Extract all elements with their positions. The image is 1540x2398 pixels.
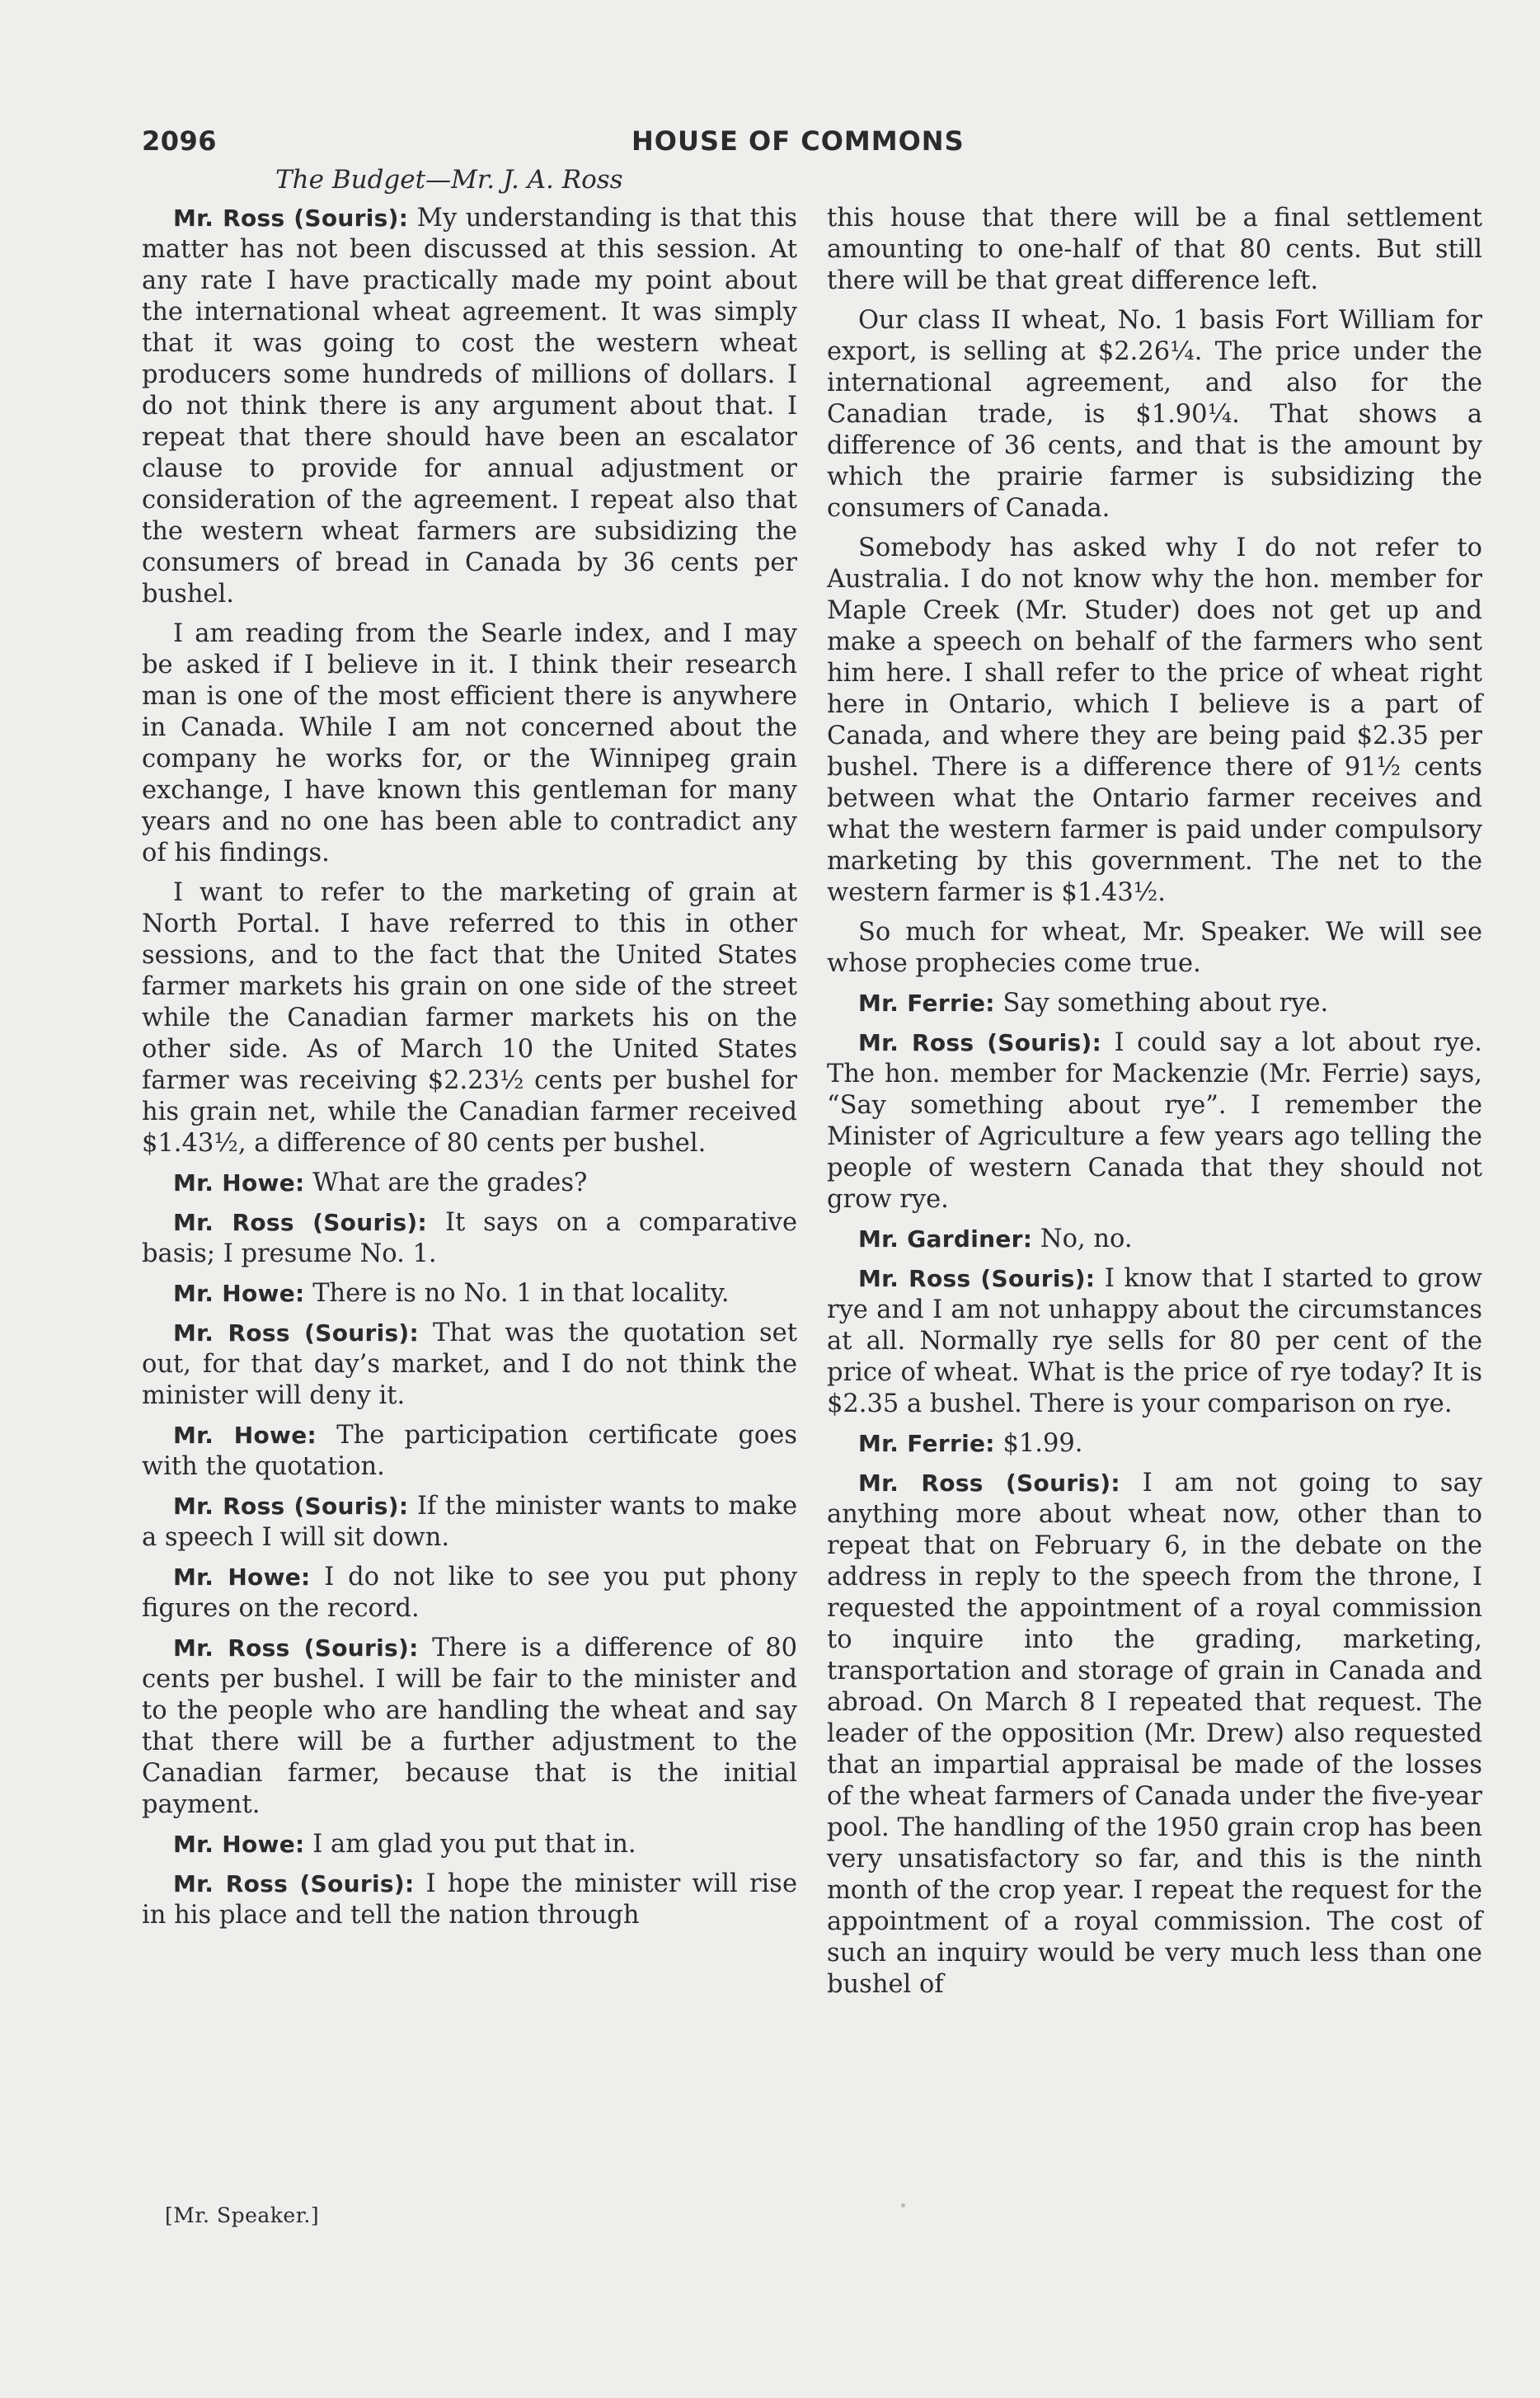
right-column [827,203,1482,2009]
speaker-name: Mr. Ross (Souris): [858,1469,1120,1497]
paragraph [142,203,797,610]
speaker-name: Mr. Ross (Souris): [173,1634,419,1662]
left-column [142,203,797,1940]
paragraph-text: $1.99. [994,1429,1083,1458]
paragraph [142,1278,797,1309]
paragraph [142,1562,797,1625]
paragraph-text: My understanding is that this matter has not been discussed at this session. At any rate I have practically made my point about the international wheat agreement. It was simply that it was going to cost the western wheat producers some hundreds of millions of dollars. I do not think there is any argument about that. I repeat that there should have been an escalator clause to provide for annual adjustment or consideration of the agreement. I repeat also that the western wheat farmers are subsidizing the consumers of bread in Canada by 36 cents per bushel. [142,204,797,609]
paragraph-text: I know that I started to grow rye and I am not unhappy about the circumstances at all. Normally rye sells for 80 per cent of the price of wheat. What is the price of rye today? It is $2.35 a bushel. There is your comparison on rye. [827,1264,1483,1418]
paragraph [827,988,1482,1019]
paragraph-text: What are the grades? [304,1168,588,1197]
paragraph-text: I am reading from the Searle index, and I may be asked if I believe in it. I think their research man is one of the most efficient there is anywhere in Canada. While I am not concerned about the company he works for, or the Winnipeg grain exchange, I have known this gentleman for many years and no one has been able to contradict any of his findings. [142,619,797,868]
speaker-name: Mr. Howe: [173,1169,305,1197]
paragraph [827,917,1482,980]
paragraph-text: There is no No. 1 in that locality. [304,1279,730,1308]
paragraph [142,1491,797,1554]
paragraph [827,533,1482,909]
paragraph-text: I hope the minister will rise in his place and tell the nation through [142,1869,797,1930]
paragraph-text: The participation certificate goes with the quotation. [142,1421,797,1481]
paragraph [827,1428,1482,1460]
paragraph-text: If the minister wants to make a speech I will sit down. [142,1492,798,1552]
paragraph-text: That was the quotation set out, for that day’s market, and I do not think the minister will deny it. [142,1319,797,1410]
speaker-name: Mr. Howe: [173,1831,305,1858]
paragraph [827,1468,1482,2001]
paragraph [142,1829,797,1860]
paragraph-text: There is a difference of 80 cents per bushel. I will be fair to the minister and to the people who are handling the wheat and say that there will be a further adjustment to the Canadian farmer, because that is the initial payment. [142,1634,798,1819]
paragraph-text: It says on a comparative basis; I presume No. 1. [142,1208,797,1268]
paragraph [827,1027,1482,1215]
paragraph [827,203,1482,297]
speaker-name: Mr. Ross (Souris): [173,1319,420,1347]
paragraph [142,618,797,869]
paragraph-text: this house that there will be a final settlement amounting to one-half of that 80 cents. But still there will be that great difference left. [827,204,1482,295]
running-header: HOUSE OF COMMONS [631,125,965,157]
paragraph [142,1420,797,1483]
speaker-name: Mr. Gardiner: [858,1225,1033,1253]
speaker-footnote: [Mr. Speaker.] [165,2203,320,2227]
speaker-name: Mr. Ferrie: [858,990,995,1017]
speaker-name: Mr. Ross (Souris): [173,1870,415,1897]
paragraph [142,1318,797,1412]
paragraph [827,1263,1482,1420]
paragraph-text: Say something about rye. [994,989,1329,1018]
paragraph [142,1207,797,1270]
page-number: 2096 [142,125,218,157]
paragraph-text: Somebody has asked why I do not refer to Australia. I do not know why the hon. member for Maple Creek (Mr. Studer) does not get up and make a speech on behalf of the farmers who sent him here. I shall refer to the price of wheat right here in Ontario, which I believe is a part of Canada, and where they are being paid $2.35 per bushel. There is a difference there of 91½ cents between what the Ontario farmer receives and what the western farmer is paid under compulsory marketing by this government. The net to the western farmer is $1.43½. [827,534,1482,907]
paragraph-text: I want to refer to the marketing of grain at North Portal. I have referred to this in other sessions, and to the fact that the United States farmer markets his grain on one side of the street while the Canadian farmer markets his on the other side. As of March 10 the United States farmer was receiving $2.23½ cents per bushel for his grain net, while the Canadian farmer received $1.43½, a difference of 80 cents per bushel. [142,878,797,1158]
speaker-name: Mr. Howe: [173,1422,317,1449]
paragraph-text: Our class II wheat, No. 1 basis Fort William for export, is selling at $2.26¼. The price under the international agreement, and also for the Canadian trade, is $1.90¼. That shows a difference of 36 cents, and that is the amount by which the prairie farmer is subsidizing the consumers of Canada. [827,306,1482,523]
speaker-name: Mr. Ross (Souris): [858,1265,1096,1292]
paragraph-text: I am glad you put that in. [304,1830,636,1859]
paragraph-text: I do not like to see you put phony figures on the record. [142,1563,797,1623]
speaker-name: Mr. Ferrie: [858,1430,995,1457]
speaker-name: Mr. Howe: [173,1563,311,1591]
paragraph-text: No, no. [1032,1225,1133,1253]
paragraph [827,305,1482,524]
paragraph-text: I am not going to say anything more about wheat now, other than to repeat that on February 6, in the debate on the address in reply to the speech from the throne, I requested the appointment of a royal commission to inquire into the grading, marketing, transportation and storage of grain in Canada and abroad. On March 8 I repeated that request. The leader of the opposition (Mr. Drew) also requested that an impartial appraisal be made of the losses of the wheat farmers of Canada under the five-year pool. The handling of the 1950 grain crop has been very unsatisfactory so far, and this is the ninth month of the crop year. I repeat the request for the appointment of a royal commission. The cost of such an inquiry would be very much less than one bushel of [827,1469,1482,1999]
paragraph [142,1869,797,1931]
speaker-name: Mr. Ross (Souris): [173,1493,409,1520]
speaker-name: Mr. Ross (Souris): [173,205,409,232]
speaker-name: Mr. Ross (Souris): [173,1209,428,1236]
paragraph [142,1168,797,1199]
paragraph [142,1633,797,1821]
paragraph [142,877,797,1159]
paragraph [827,1224,1482,1255]
scan-speck [901,2203,905,2208]
speaker-name: Mr. Howe: [173,1280,305,1307]
section-subheading: The Budget—Mr. J. A. Ross [275,165,623,195]
paragraph-text: I could say a lot about rye. The hon. member for Mackenzie (Mr. Ferrie) says, “Say something about rye”. I remember the Minister of Agriculture a few years ago telling the people of western Canada that they should not grow rye. [827,1028,1482,1214]
speaker-name: Mr. Ross (Souris): [858,1029,1102,1056]
paragraph-text: So much for wheat, Mr. Speaker. We will see whose prophecies come true. [827,918,1482,978]
